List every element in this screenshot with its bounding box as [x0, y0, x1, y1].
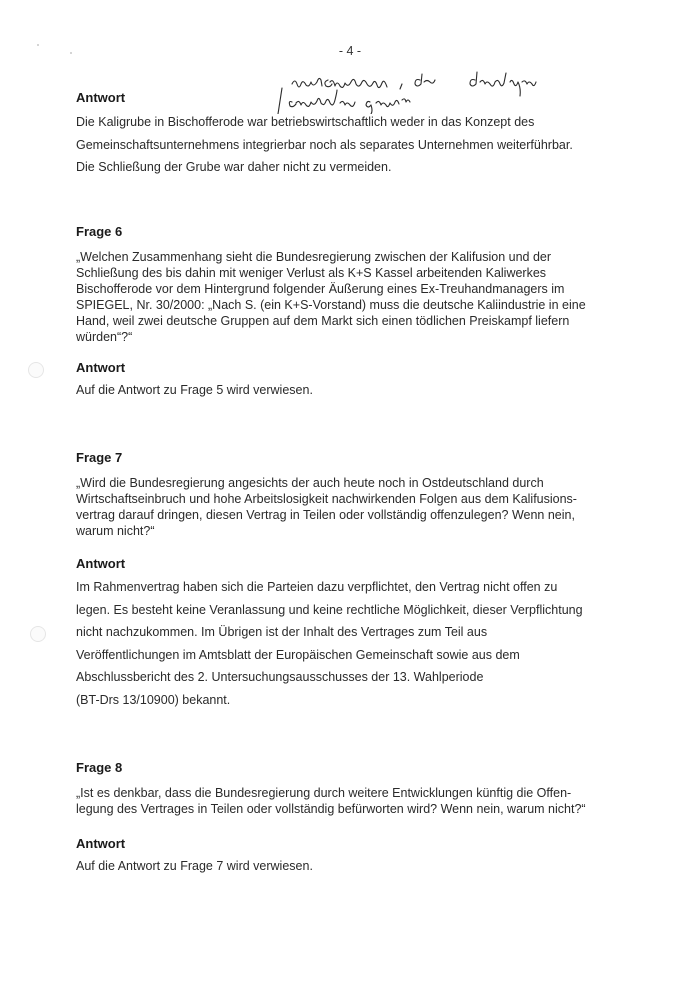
answer-text: Im Rahmenvertrag haben sich die Parteien dazu verpflichtet, den Vertrag nicht offen zu legen. Es besteht keine Veranlassung und keine rechtliche Möglichkeit, dieser Verpflichtung nicht nachzukommen. Im Übrigen ist der Inhalt des Vertrages zum Teil aus Veröffentlichungen im Amtsblatt der Europäischen Gemeinschaft sowie aus dem Abschlussbericht des 2. Untersuchungsausschusses der 13. Wahlperiode (BT-Drs 13/10900) bekannt.: [76, 580, 583, 707]
answer-text: Auf die Antwort zu Frage 5 wird verwiesen.: [76, 383, 313, 397]
answer-text: Die Kaligrube in Bischofferode war betriebswirtschaftlich weder in das Konzept des Gemeinschaftsunternehmens integrierbar noch als separates Unternehmen weiterführbar. Die Schließung der Grube war daher nicht zu vermeiden.: [76, 115, 573, 174]
question-text: „Ist es denkbar, dass die Bundesregierung durch weitere Entwicklungen künftig die Offen- legung des Vertrages in Teilen oder vollständig befürworten wird? Wenn nein, warum nicht?“: [76, 786, 586, 816]
page-number: - 4 -: [338, 44, 362, 58]
answer-8-section: [76, 836, 636, 878]
answer-heading: Antwort: [76, 556, 126, 571]
question-6-section: [76, 224, 636, 345]
question-heading: Frage 7: [76, 450, 123, 465]
question-7-section: [76, 450, 636, 539]
answer-text: Auf die Antwort zu Frage 7 wird verwiesen.: [76, 859, 313, 873]
question-heading: Frage 8: [76, 760, 123, 775]
question-heading: Frage 6: [76, 224, 123, 239]
punch-hole: [30, 626, 46, 642]
question-text: „Welchen Zusammenhang sieht die Bundesregierung zwischen der Kalifusion und der Schließung des bis dahin mit weniger Verlust als K+S Kassel arbeitenden Kaliwerkes Bischofferode vor dem Hintergrund folgender Äußerung eines Ex-Treuhandmanagers im SPIEGEL, Nr. 30/2000: „Nach S. (ein K+S-Vorstand) muss die deutsche Kaliindustrie in eine Hand, weil zwei deutsche Gruppen auf dem Markt sich einen tödlichen Preiskampf liefern würden“?“: [76, 250, 586, 344]
answer-heading: Antwort: [76, 836, 126, 851]
question-text: „Wird die Bundesregierung angesichts der auch heute noch in Ostdeutschland durch Wirtschaftseinbruch und hohe Arbeitslosigkeit nachwirkenden Folgen aus dem Kalifusions- vertrag darauf dringen, diesen Vertrag in Teilen oder vollständig offenzulegen? Wenn nein, warum nicht?“: [76, 476, 577, 538]
answer-7-section: [76, 556, 636, 711]
answer-5-section: [76, 90, 616, 105]
answer-heading: Antwort: [76, 90, 126, 105]
punch-hole: [28, 362, 44, 378]
answer-heading: Antwort: [76, 360, 126, 375]
answer-6-section: [76, 360, 636, 402]
answer-5-body: [76, 111, 636, 179]
question-8-section: [76, 760, 636, 817]
